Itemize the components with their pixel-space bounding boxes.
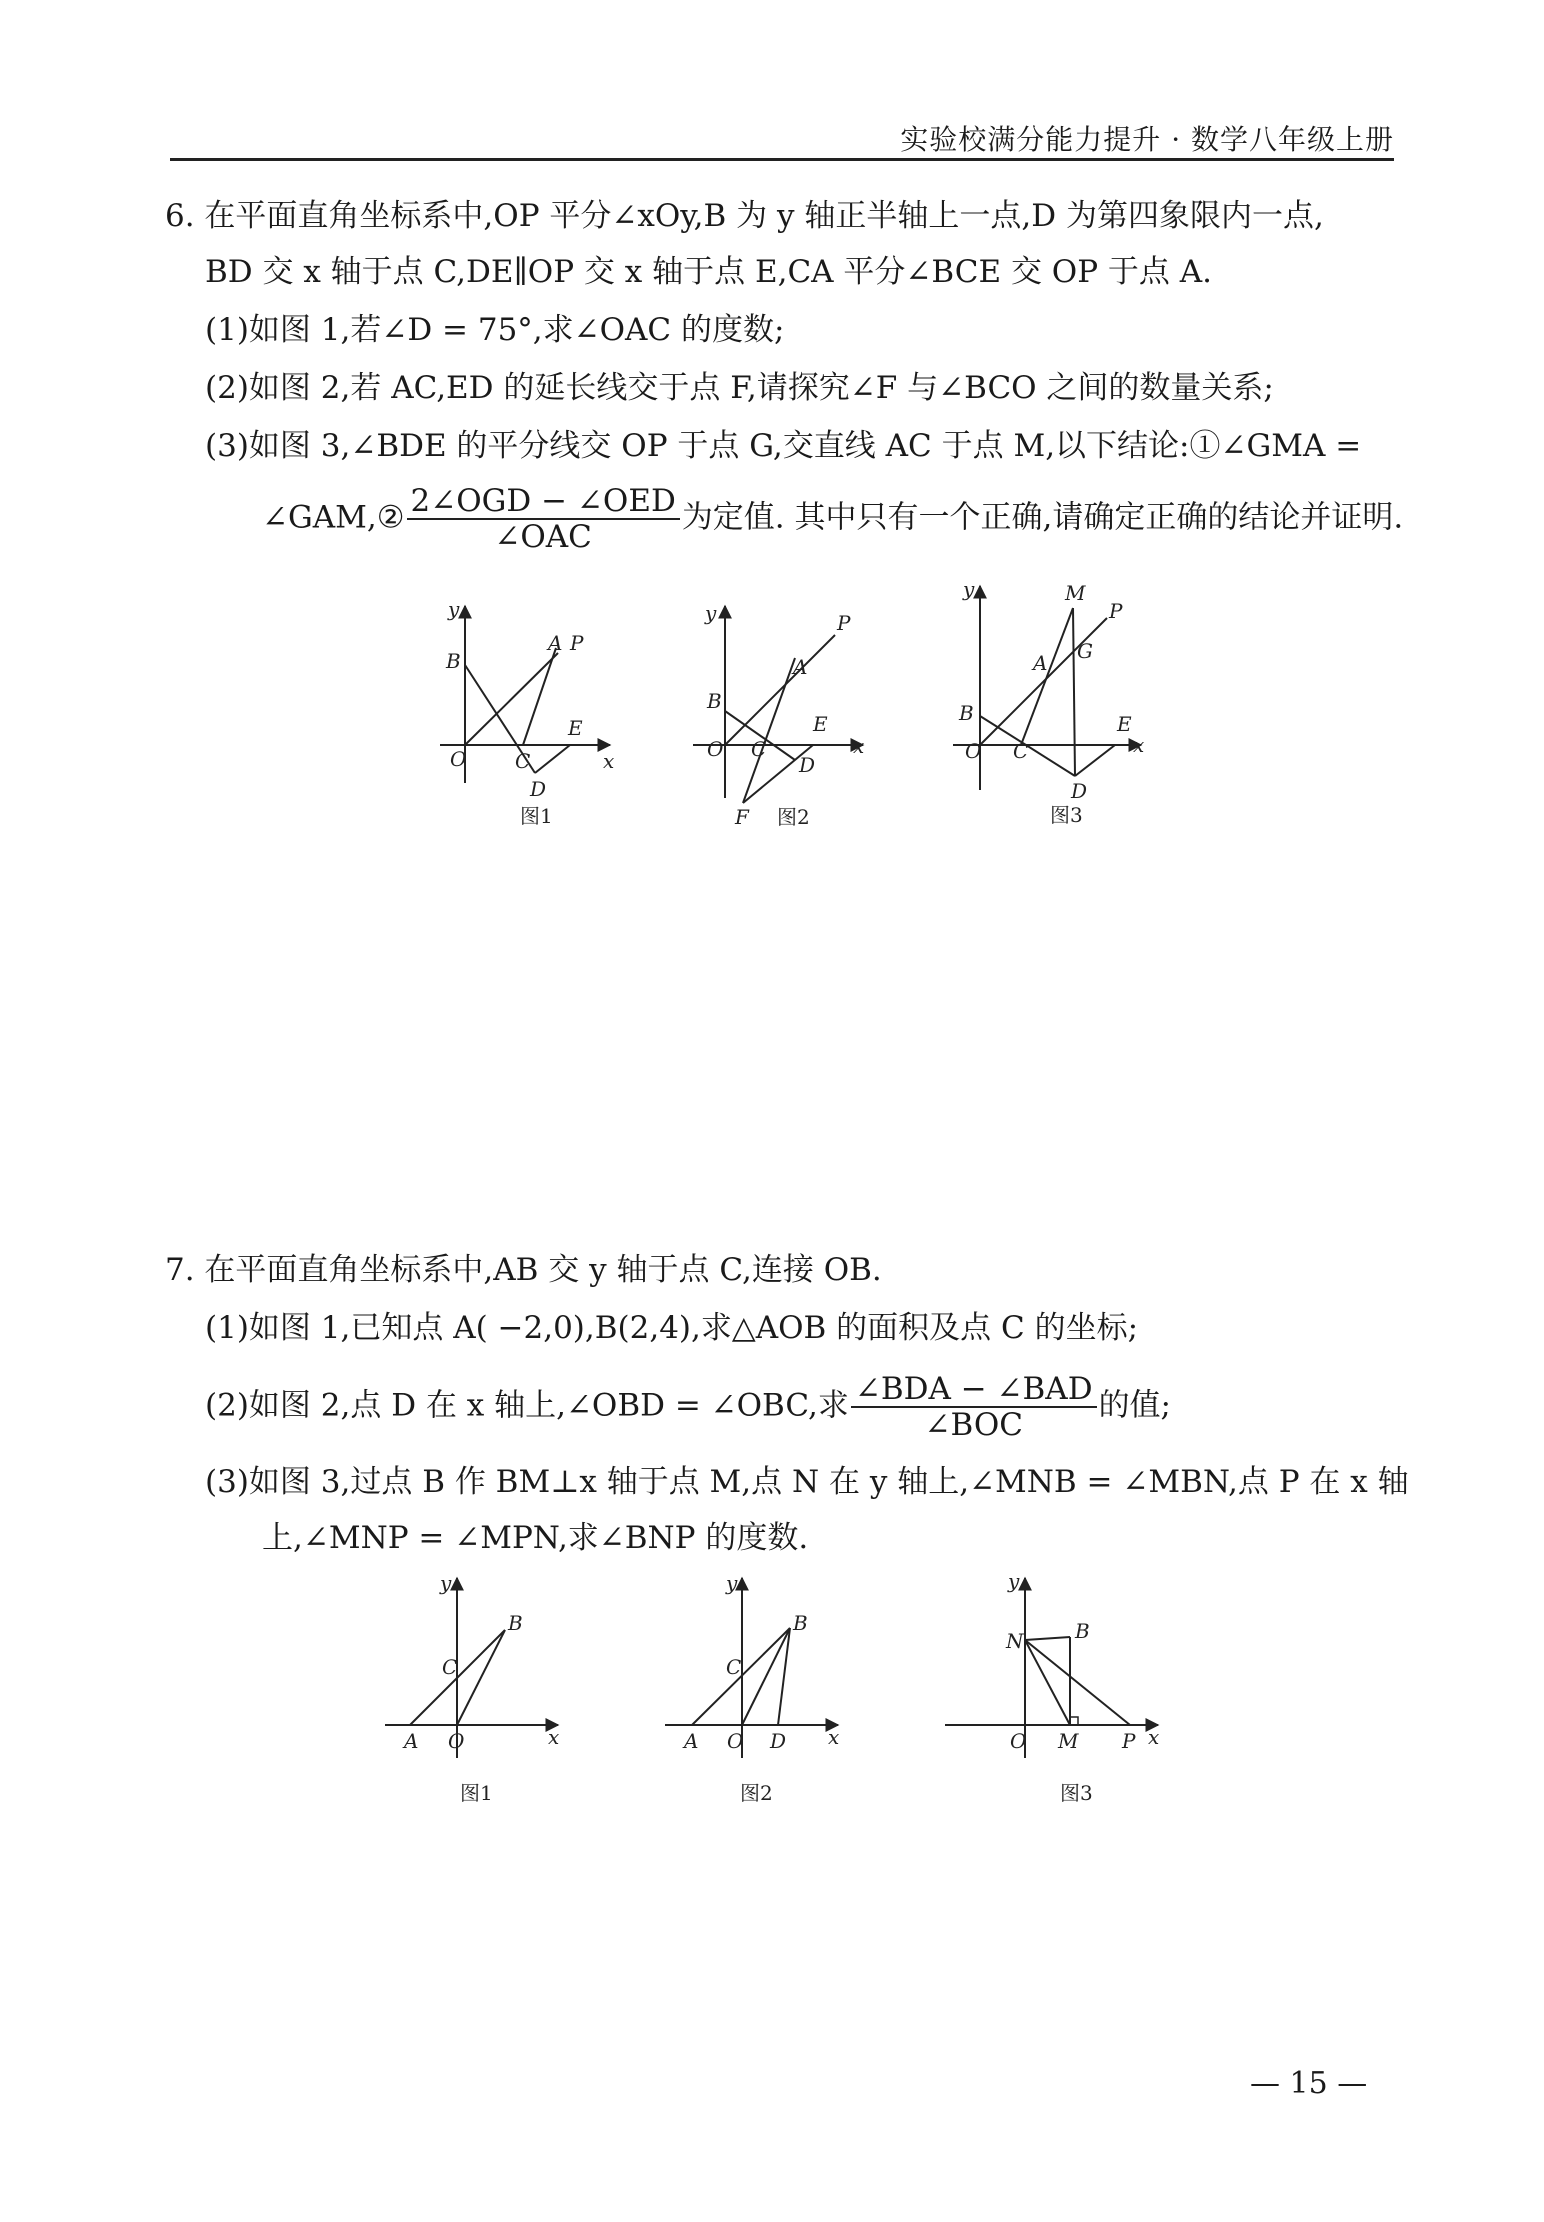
label-x: x [548, 1725, 560, 1749]
label-o: O [450, 747, 467, 771]
q7-part3-line1: (3)如图 3,过点 B 作 BM⊥x 轴于点 M,点 N 在 y 轴上,∠MNB = ∠MBN,点 P 在 x 轴 [205, 1464, 1409, 1500]
ray-op [465, 653, 558, 745]
label-e: E [568, 716, 583, 740]
q7-figure-3 [940, 1568, 1180, 1818]
label-p: P [1109, 599, 1123, 623]
q7-fraction-denominator: ∠BOC [924, 1407, 1023, 1443]
q7-part1: (1)如图 1,已知点 A( −2,0),B(2,4),求△AOB 的面积及点 C 的坐标; [205, 1310, 1139, 1346]
line-dm [1073, 608, 1075, 776]
label-p: P [570, 631, 584, 655]
q7-part2-post: 的值; [1098, 1387, 1172, 1424]
label-b: B [446, 649, 461, 673]
label-c: C [1013, 739, 1029, 763]
q7-stem: 7. 在平面直角坐标系中,AB 交 y 轴于点 C,连接 OB. [165, 1252, 882, 1288]
label-c: C [751, 737, 767, 761]
q6-stem-line2: BD 交 x 轴于点 C,DE∥OP 交 x 轴于点 E,CA 平分∠BCE 交 OP 于点 A. [205, 254, 1213, 290]
label-b: B [793, 1611, 808, 1635]
q7-part2-pre: (2)如图 2,点 D 在 x 轴上,∠OBD = ∠OBC,求 [205, 1387, 849, 1424]
label-x: x [1133, 733, 1145, 757]
q6-fraction-denominator: ∠OAC [494, 519, 592, 555]
q6-part3-line2 [262, 484, 1403, 554]
label-y: y [440, 1571, 452, 1595]
figure-caption: 图3 [1050, 803, 1083, 827]
q6-fraction [407, 484, 680, 554]
label-m: M [1065, 581, 1086, 605]
header-rule [170, 158, 1394, 161]
label-b: B [707, 689, 722, 713]
label-o: O [965, 739, 982, 763]
q6-stem-line1: 6. 在平面直角坐标系中,OP 平分∠xOy,B 为 y 轴正半轴上一点,D 为第四象限内一点, [165, 198, 1324, 234]
label-d: D [530, 777, 547, 801]
label-x: x [828, 1725, 840, 1749]
label-d: D [770, 1729, 787, 1753]
label-f: F [735, 805, 749, 829]
label-a: A [1033, 651, 1048, 675]
ray-op [980, 618, 1107, 745]
segment-np [1025, 1640, 1130, 1725]
q7-fraction [851, 1372, 1097, 1442]
label-e: E [813, 712, 828, 736]
label-b: B [508, 1611, 523, 1635]
label-n: N [1006, 1629, 1024, 1653]
q6-part3-post: 为定值. 其中只有一个正确,请确定正确的结论并证明. [681, 499, 1404, 536]
label-o: O [707, 737, 724, 761]
line-cm [1021, 608, 1073, 745]
label-m: M [1058, 1729, 1079, 1753]
label-o: O [727, 1729, 744, 1753]
label-d: D [1071, 779, 1088, 803]
q6-figure-2 [685, 598, 885, 838]
q7-part2 [205, 1372, 1171, 1442]
segment-de [1075, 745, 1115, 776]
segment-nb [1025, 1637, 1070, 1640]
page-number: — 15 — [1250, 2066, 1368, 2101]
label-x: x [853, 734, 865, 758]
label-e: E [1117, 712, 1132, 736]
label-p: P [837, 611, 851, 635]
label-b: B [1075, 1619, 1090, 1643]
label-o: O [448, 1729, 465, 1753]
segment-ob [457, 1630, 505, 1725]
q6-part3-pre: ∠GAM,② [262, 499, 405, 536]
label-y: y [448, 598, 460, 621]
label-x: x [1148, 1725, 1160, 1749]
q6-figure-1 [430, 598, 630, 838]
label-g: G [1077, 639, 1093, 663]
figure-caption: 图2 [777, 805, 810, 829]
label-y: y [963, 578, 975, 601]
q6-part2: (2)如图 2,若 AC,ED 的延长线交于点 F,请探究∠F 与∠BCO 之间的数量关系; [205, 370, 1274, 406]
segment-de [535, 745, 570, 773]
label-b: B [959, 701, 974, 725]
label-y: y [726, 1571, 738, 1595]
running-header: 实验校满分能力提升 · 数学八年级上册 [900, 123, 1394, 156]
label-a: A [684, 1729, 699, 1753]
right-angle-mark [1070, 1717, 1078, 1725]
segment-ob [742, 1628, 790, 1725]
label-c: C [442, 1655, 458, 1679]
label-a: A [548, 631, 563, 655]
q7-part3-line2: 上,∠MNP = ∠MPN,求∠BNP 的度数. [262, 1520, 809, 1556]
figure-caption: 图1 [460, 1781, 493, 1805]
label-x: x [603, 749, 615, 773]
label-a: A [793, 655, 808, 679]
q6-part3-line1: (3)如图 3,∠BDE 的平分线交 OP 于点 G,交直线 AC 于点 M,以下结论:①∠GMA = [205, 428, 1362, 464]
q6-fraction-numerator: 2∠OGD − ∠OED [407, 484, 680, 520]
q6-part1: (1)如图 1,若∠D = 75°,求∠OAC 的度数; [205, 312, 785, 348]
figure-caption: 图3 [1060, 1781, 1093, 1805]
segment-db [778, 1628, 790, 1725]
label-c: C [726, 1655, 742, 1679]
q7-figure-1 [380, 1568, 580, 1818]
label-d: D [799, 753, 816, 777]
label-y: y [1008, 1569, 1020, 1593]
label-a: A [404, 1729, 419, 1753]
figure-caption: 图1 [520, 804, 553, 828]
segment-ca [523, 648, 556, 745]
label-y: y [705, 601, 717, 625]
label-o: O [1010, 1729, 1027, 1753]
figure-caption: 图2 [740, 1781, 773, 1805]
label-p: P [1122, 1729, 1136, 1753]
q7-fraction-numerator: ∠BDA − ∠BAD [851, 1372, 1097, 1408]
q7-figure-2 [660, 1568, 860, 1818]
label-c: C [515, 749, 531, 773]
segment-nm [1025, 1640, 1070, 1725]
q6-figure-3 [945, 578, 1155, 838]
